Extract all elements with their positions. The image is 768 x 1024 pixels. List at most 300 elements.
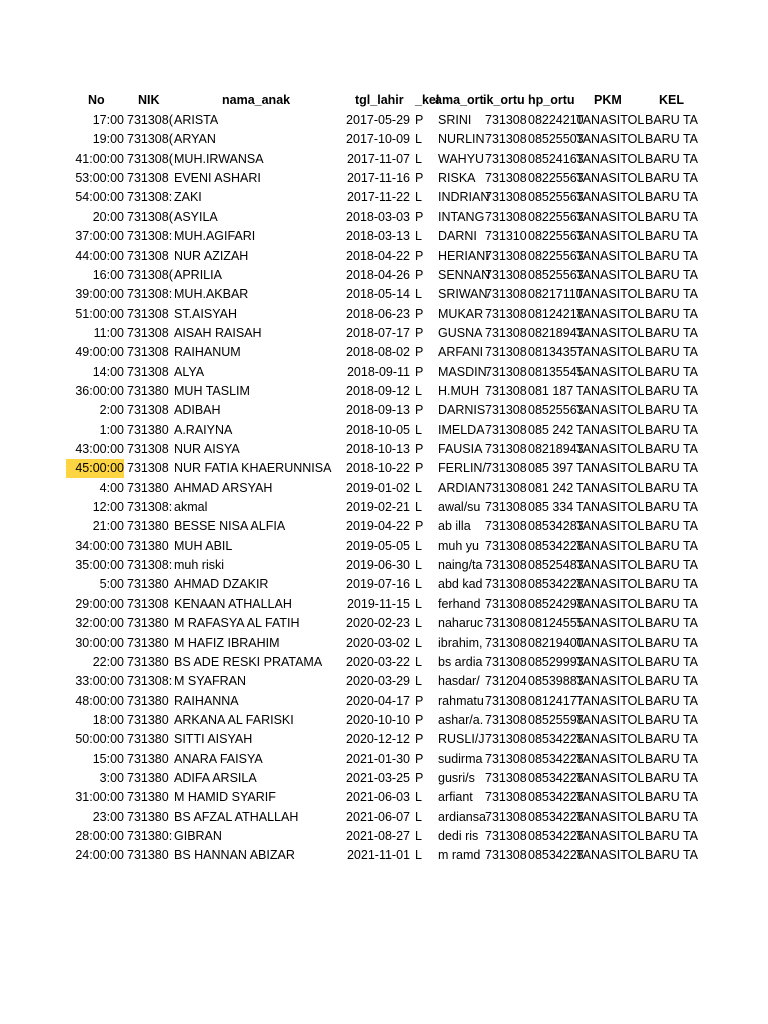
cell-kel[interactable]: BARU TA — [645, 712, 699, 727]
cell-jenis-kelamin[interactable]: P — [415, 519, 424, 534]
cell-pkm[interactable]: TANASITOL — [576, 171, 645, 186]
cell-no[interactable]: 31:00:00 — [75, 790, 124, 805]
cell-pkm[interactable]: TANASITOL — [576, 693, 645, 708]
cell-kel[interactable]: BARU TA — [645, 151, 699, 166]
cell-pkm[interactable]: TANASITOL — [576, 151, 645, 166]
cell-no[interactable]: 4:00 — [99, 480, 124, 495]
cell-no[interactable]: 14:00 — [92, 364, 124, 379]
cell-nama-anak[interactable]: M RAFASYA AL FATIH — [174, 616, 300, 631]
cell-no[interactable]: 34:00:00 — [75, 538, 124, 553]
cell-jenis-kelamin[interactable]: L — [415, 829, 422, 843]
cell-no[interactable]: 29:00:00 — [75, 596, 124, 611]
cell-nama-ortu[interactable]: awal/su — [438, 500, 481, 514]
cell-tgl-lahir[interactable]: 2021-08-27 — [346, 829, 410, 843]
cell-nik[interactable]: 731308 — [127, 403, 169, 418]
cell-pkm[interactable]: TANASITOL — [576, 616, 645, 631]
cell-hp-ortu[interactable]: 08534228 — [528, 790, 584, 805]
cell-nik-ortu[interactable]: 731308 — [485, 287, 527, 302]
cell-nama-ortu[interactable]: ardiansa — [438, 809, 486, 824]
cell-nik[interactable]: 731308 — [127, 442, 169, 456]
cell-nama-anak[interactable]: NUR AZIZAH — [174, 248, 249, 263]
cell-nik[interactable]: 731308: — [127, 229, 173, 244]
cell-hp-ortu[interactable]: 081 187 — [528, 383, 574, 398]
cell-nama-anak[interactable]: ALYA — [174, 364, 205, 379]
cell-nama-ortu[interactable]: H.MUH — [438, 383, 479, 398]
cell-pkm[interactable]: TANASITOL — [576, 229, 645, 244]
cell-jenis-kelamin[interactable]: L — [415, 596, 422, 611]
cell-kel[interactable]: BARU TA — [645, 577, 699, 592]
cell-jenis-kelamin[interactable]: P — [415, 325, 424, 340]
cell-tgl-lahir[interactable]: 2019-07-16 — [346, 577, 410, 592]
cell-nik[interactable]: 731308: — [127, 190, 173, 205]
cell-no[interactable]: 16:00 — [92, 267, 124, 282]
cell-nama-anak[interactable]: M HAMID SYARIF — [174, 790, 276, 805]
cell-hp-ortu[interactable]: 08225563 — [528, 229, 584, 244]
cell-nama-ortu[interactable]: RUSLI/J — [438, 732, 485, 747]
cell-no[interactable]: 11:00 — [93, 325, 124, 340]
cell-nama-anak[interactable]: RAIHANNA — [174, 693, 239, 708]
cell-nik[interactable]: 731380 — [127, 712, 169, 727]
cell-nik[interactable]: 731380 — [127, 538, 169, 553]
cell-jenis-kelamin[interactable]: P — [415, 267, 424, 282]
cell-nama-ortu[interactable]: RISKA — [438, 171, 476, 186]
cell-hp-ortu[interactable]: 08534228 — [528, 751, 584, 766]
cell-nik[interactable]: 731308( — [127, 151, 173, 166]
cell-no[interactable]: 22:00 — [92, 654, 124, 669]
cell-nama-anak[interactable]: ADIBAH — [174, 403, 221, 418]
cell-kel[interactable]: BARU TA — [645, 732, 699, 747]
cell-nik[interactable]: 731380 — [127, 519, 169, 534]
cell-pkm[interactable]: TANASITOL — [576, 558, 645, 572]
cell-no[interactable]: 17:00 — [92, 113, 124, 127]
header-nik-ortu[interactable]: ik_ortu — [483, 93, 525, 107]
cell-nik-ortu[interactable]: 731308 — [485, 596, 527, 611]
cell-nama-ortu[interactable]: INTANG — [438, 209, 485, 224]
cell-jenis-kelamin[interactable]: L — [415, 577, 422, 592]
cell-nik[interactable]: 731308 — [127, 248, 169, 263]
cell-tgl-lahir[interactable]: 2017-05-29 — [346, 113, 410, 127]
cell-nik-ortu[interactable]: 731308 — [485, 848, 527, 863]
cell-jenis-kelamin[interactable]: L — [415, 538, 422, 553]
cell-nama-anak[interactable]: ADIFA ARSILA — [174, 770, 257, 785]
cell-tgl-lahir[interactable]: 2021-06-03 — [346, 790, 410, 805]
cell-nama-anak[interactable]: MUH TASLIM — [174, 383, 250, 398]
cell-no[interactable]: 2:00 — [99, 403, 124, 418]
cell-nama-anak[interactable]: ARYAN — [174, 132, 216, 147]
cell-tgl-lahir[interactable]: 2021-01-30 — [346, 751, 410, 766]
cell-pkm[interactable]: TANASITOL — [576, 132, 645, 147]
cell-nama-ortu[interactable]: WAHYU — [438, 151, 485, 166]
cell-nama-ortu[interactable]: ibrahim, — [438, 635, 483, 650]
cell-nik[interactable]: 731380 — [127, 654, 169, 669]
cell-nik-ortu[interactable]: 731308 — [485, 790, 527, 805]
cell-nik[interactable]: 731308 — [127, 325, 169, 340]
cell-tgl-lahir[interactable]: 2018-03-03 — [346, 209, 410, 224]
cell-hp-ortu[interactable]: 08225563 — [528, 248, 584, 263]
cell-nama-anak[interactable]: muh riski — [174, 558, 225, 572]
cell-no[interactable]: 35:00:00 — [75, 558, 124, 572]
cell-nama-ortu[interactable]: INDRIAN — [438, 190, 490, 205]
cell-hp-ortu[interactable]: 08124555 — [528, 616, 584, 631]
cell-nik[interactable]: 731308( — [127, 113, 173, 127]
cell-kel[interactable]: BARU TA — [645, 616, 699, 631]
cell-kel[interactable]: BARU TA — [645, 325, 699, 340]
cell-pkm[interactable]: TANASITOL — [576, 538, 645, 553]
cell-nik-ortu[interactable]: 731204 — [485, 674, 527, 689]
cell-tgl-lahir[interactable]: 2021-03-25 — [346, 770, 410, 785]
cell-pkm[interactable]: TANASITOL — [576, 790, 645, 805]
cell-nama-anak[interactable]: MUH.IRWANSA — [174, 151, 264, 166]
cell-nik-ortu[interactable]: 731308 — [485, 809, 527, 824]
cell-nama-ortu[interactable]: abd kad — [438, 577, 483, 592]
cell-nama-anak[interactable]: A.RAIYNA — [174, 422, 233, 437]
cell-no[interactable]: 32:00:00 — [75, 616, 124, 631]
cell-nama-ortu[interactable]: HERIANI — [438, 248, 489, 263]
cell-nik-ortu[interactable]: 731308 — [485, 712, 527, 727]
cell-pkm[interactable]: TANASITOL — [576, 829, 645, 843]
cell-jenis-kelamin[interactable]: L — [415, 151, 422, 166]
cell-nik[interactable]: 731308 — [127, 364, 169, 379]
cell-tgl-lahir[interactable]: 2020-03-02 — [346, 635, 410, 650]
cell-tgl-lahir[interactable]: 2019-02-21 — [346, 500, 410, 514]
cell-nama-anak[interactable]: MUH ABIL — [174, 538, 233, 553]
cell-hp-ortu[interactable]: 08217110 — [528, 287, 583, 302]
cell-tgl-lahir[interactable]: 2019-05-05 — [346, 538, 410, 553]
cell-tgl-lahir[interactable]: 2020-02-23 — [346, 616, 410, 631]
cell-nama-anak[interactable]: M HAFIZ IBRAHIM — [174, 635, 280, 650]
cell-nama-anak[interactable]: ANARA FAISYA — [174, 751, 263, 766]
cell-kel[interactable]: BARU TA — [645, 770, 699, 785]
cell-pkm[interactable]: TANASITOL — [576, 345, 645, 360]
cell-hp-ortu[interactable]: 08534228 — [528, 809, 584, 824]
cell-jenis-kelamin[interactable]: L — [415, 558, 422, 572]
cell-pkm[interactable]: TANASITOL — [576, 267, 645, 282]
cell-nik-ortu[interactable]: 731308 — [485, 267, 527, 282]
cell-tgl-lahir[interactable]: 2018-08-02 — [346, 345, 410, 360]
cell-pkm[interactable]: TANASITOL — [576, 364, 645, 379]
cell-tgl-lahir[interactable]: 2018-09-12 — [346, 383, 410, 398]
cell-nik[interactable]: 731380 — [127, 751, 169, 766]
cell-jenis-kelamin[interactable]: L — [415, 635, 422, 650]
cell-pkm[interactable]: TANASITOL — [576, 519, 645, 534]
cell-nama-ortu[interactable]: ARDIAN — [438, 480, 486, 495]
cell-nik[interactable]: 731308: — [127, 500, 173, 514]
cell-hp-ortu[interactable]: 08219400 — [528, 635, 584, 650]
cell-nama-ortu[interactable]: SENNAN — [438, 267, 491, 282]
cell-tgl-lahir[interactable]: 2019-06-30 — [346, 558, 410, 572]
cell-kel[interactable]: BARU TA — [645, 674, 699, 689]
cell-kel[interactable]: BARU TA — [645, 654, 699, 669]
cell-tgl-lahir[interactable]: 2018-04-26 — [346, 267, 410, 282]
cell-jenis-kelamin[interactable]: L — [415, 809, 422, 824]
cell-nama-anak[interactable]: MUH.AGIFARI — [174, 229, 256, 244]
cell-nama-ortu[interactable]: naharuc — [438, 616, 484, 631]
cell-nik[interactable]: 731380 — [127, 480, 169, 495]
cell-pkm[interactable]: TANASITOL — [576, 248, 645, 263]
cell-nik-ortu[interactable]: 731308 — [485, 538, 527, 553]
cell-nama-ortu[interactable]: MUKAR — [438, 306, 484, 321]
cell-jenis-kelamin[interactable]: P — [415, 345, 424, 360]
cell-nama-anak[interactable]: EVENI ASHARI — [174, 171, 261, 186]
cell-no[interactable]: 19:00 — [92, 132, 124, 147]
cell-jenis-kelamin[interactable]: P — [415, 770, 424, 785]
cell-hp-ortu[interactable]: 08525563 — [528, 403, 584, 418]
cell-hp-ortu[interactable]: 08525483 — [528, 558, 584, 572]
cell-hp-ortu[interactable]: 08525563 — [528, 190, 584, 205]
cell-hp-ortu[interactable]: 08534228 — [528, 577, 584, 592]
cell-nik-ortu[interactable]: 731308 — [485, 325, 527, 340]
cell-nama-anak[interactable]: NUR FATIA KHAERUNNISA — [174, 461, 332, 476]
cell-nama-ortu[interactable]: SRINI — [438, 113, 472, 127]
cell-kel[interactable]: BARU TA — [645, 132, 699, 147]
cell-tgl-lahir[interactable]: 2018-03-13 — [346, 229, 410, 244]
cell-nik-ortu[interactable]: 731308 — [485, 635, 527, 650]
cell-pkm[interactable]: TANASITOL — [576, 306, 645, 321]
cell-nik-ortu[interactable]: 731308 — [485, 558, 527, 572]
cell-nama-ortu[interactable]: ARFANI — [438, 345, 484, 360]
header-kel[interactable]: KEL — [659, 93, 684, 107]
cell-pkm[interactable]: TANASITOL — [576, 577, 645, 592]
cell-nik[interactable]: 731308 — [127, 596, 169, 611]
header-nik[interactable]: NIK — [138, 93, 160, 107]
cell-nama-anak[interactable]: APRILIA — [174, 267, 222, 282]
cell-pkm[interactable]: TANASITOL — [576, 654, 645, 669]
cell-hp-ortu[interactable]: 08134357 — [528, 345, 584, 360]
cell-nama-ortu[interactable]: IMELDA — [438, 422, 485, 437]
cell-nama-ortu[interactable]: ashar/a. — [438, 712, 484, 727]
cell-nik[interactable]: 731308 — [127, 461, 169, 476]
cell-nik[interactable]: 731308 — [127, 171, 169, 186]
cell-hp-ortu[interactable]: 085 334 — [528, 500, 574, 514]
cell-kel[interactable]: BARU TA — [645, 248, 699, 263]
cell-jenis-kelamin[interactable]: L — [415, 132, 422, 147]
cell-nama-anak[interactable]: AHMAD ARSYAH — [174, 480, 273, 495]
cell-nik-ortu[interactable]: 731308 — [485, 461, 527, 476]
cell-kel[interactable]: BARU TA — [645, 809, 699, 824]
header-pkm[interactable]: PKM — [594, 93, 622, 107]
cell-pkm[interactable]: TANASITOL — [576, 809, 645, 824]
cell-nik-ortu[interactable]: 731308 — [485, 751, 527, 766]
cell-nik-ortu[interactable]: 731308 — [485, 345, 527, 360]
cell-nama-anak[interactable]: ZAKI — [174, 190, 202, 205]
cell-tgl-lahir[interactable]: 2018-09-13 — [346, 403, 410, 418]
cell-no[interactable]: 41:00:00 — [75, 151, 124, 166]
cell-kel[interactable]: BARU TA — [645, 693, 699, 708]
cell-nama-anak[interactable]: BS HANNAN ABIZAR — [174, 848, 295, 863]
cell-jenis-kelamin[interactable]: L — [415, 480, 422, 495]
cell-jenis-kelamin[interactable]: L — [415, 190, 422, 205]
cell-pkm[interactable]: TANASITOL — [576, 325, 645, 340]
cell-nama-ortu[interactable]: NURLIN — [438, 132, 485, 147]
cell-kel[interactable]: BARU TA — [645, 848, 699, 863]
cell-nik[interactable]: 731380 — [127, 790, 169, 805]
cell-hp-ortu[interactable]: 08225563 — [528, 209, 584, 224]
cell-nik-ortu[interactable]: 731308 — [485, 442, 527, 456]
cell-no[interactable]: 15:00 — [92, 751, 124, 766]
cell-nama-anak[interactable]: GIBRAN — [174, 829, 222, 843]
cell-kel[interactable]: BARU TA — [645, 209, 699, 224]
cell-nama-anak[interactable]: akmal — [174, 500, 208, 514]
cell-nama-ortu[interactable]: FAUSIA — [438, 442, 483, 456]
cell-nama-ortu[interactable]: sudirma — [438, 751, 483, 766]
cell-pkm[interactable]: TANASITOL — [576, 383, 645, 398]
cell-kel[interactable]: BARU TA — [645, 422, 699, 437]
cell-nama-ortu[interactable]: m ramd — [438, 848, 481, 863]
cell-no[interactable]: 37:00:00 — [75, 229, 124, 244]
cell-kel[interactable]: BARU TA — [645, 480, 699, 495]
header-hp-ortu[interactable]: hp_ortu — [528, 93, 575, 107]
cell-kel[interactable]: BARU TA — [645, 596, 699, 611]
cell-nik[interactable]: 731308 — [127, 306, 169, 321]
cell-hp-ortu[interactable]: 08534228 — [528, 848, 584, 863]
cell-jenis-kelamin[interactable]: P — [415, 403, 424, 418]
cell-pkm[interactable]: TANASITOL — [576, 732, 645, 747]
cell-kel[interactable]: BARU TA — [645, 306, 699, 321]
cell-pkm[interactable]: TANASITOL — [576, 770, 645, 785]
cell-nik-ortu[interactable]: 731308 — [485, 422, 527, 437]
cell-nik-ortu[interactable]: 731308 — [485, 577, 527, 592]
cell-jenis-kelamin[interactable]: P — [415, 732, 424, 747]
cell-no[interactable]: 18:00 — [92, 712, 124, 727]
cell-no[interactable]: 49:00:00 — [75, 345, 124, 360]
cell-hp-ortu[interactable]: 08525503 — [528, 132, 584, 147]
cell-tgl-lahir[interactable]: 2018-10-13 — [346, 442, 410, 456]
cell-hp-ortu[interactable]: 08534228 — [528, 538, 584, 553]
cell-nama-ortu[interactable]: MASDIN — [438, 364, 487, 379]
cell-jenis-kelamin[interactable]: P — [415, 364, 424, 379]
header-tgl-lahir[interactable]: tgl_lahir — [355, 93, 404, 107]
cell-nama-ortu[interactable]: DARNIS — [438, 403, 486, 418]
cell-pkm[interactable]: TANASITOL — [576, 403, 645, 418]
cell-no[interactable]: 24:00:00 — [75, 848, 124, 863]
cell-nama-ortu[interactable]: ferhand — [438, 596, 481, 611]
cell-jenis-kelamin[interactable]: L — [415, 674, 422, 689]
cell-jenis-kelamin[interactable]: P — [415, 113, 424, 127]
cell-no[interactable]: 33:00:00 — [75, 674, 124, 689]
cell-jenis-kelamin[interactable]: L — [415, 616, 422, 631]
cell-nik-ortu[interactable]: 731308 — [485, 364, 527, 379]
cell-hp-ortu[interactable]: 08224210 — [528, 113, 584, 127]
cell-nama-anak[interactable]: SITTI AISYAH — [174, 732, 253, 747]
cell-hp-ortu[interactable]: 08218943 — [528, 442, 584, 456]
cell-no[interactable]: 54:00:00 — [75, 190, 124, 205]
cell-kel[interactable]: BARU TA — [645, 751, 699, 766]
cell-nik-ortu[interactable]: 731308 — [485, 654, 527, 669]
cell-tgl-lahir[interactable]: 2018-07-17 — [346, 325, 410, 340]
cell-nama-anak[interactable]: NUR AISYA — [174, 442, 240, 456]
cell-tgl-lahir[interactable]: 2018-10-22 — [346, 461, 410, 476]
cell-nik[interactable]: 731380: — [127, 829, 173, 843]
cell-nik-ortu[interactable]: 731308 — [485, 171, 527, 186]
cell-nik[interactable]: 731308: — [127, 674, 173, 689]
cell-no[interactable]: 50:00:00 — [75, 732, 124, 747]
cell-jenis-kelamin[interactable]: P — [415, 751, 424, 766]
cell-pkm[interactable]: TANASITOL — [576, 674, 645, 689]
cell-nik-ortu[interactable]: 731308 — [485, 732, 527, 747]
cell-nama-anak[interactable]: ASYILA — [174, 209, 218, 224]
cell-no[interactable]: 53:00:00 — [75, 171, 124, 186]
cell-tgl-lahir[interactable]: 2019-11-15 — [346, 596, 410, 611]
cell-kel[interactable]: BARU TA — [645, 190, 699, 205]
cell-nik-ortu[interactable]: 731308 — [485, 132, 527, 147]
cell-kel[interactable]: BARU TA — [645, 267, 699, 282]
cell-kel[interactable]: BARU TA — [645, 171, 699, 186]
cell-tgl-lahir[interactable]: 2017-11-16 — [346, 171, 410, 186]
header-no[interactable]: No — [88, 93, 105, 107]
cell-hp-ortu[interactable]: 085 397 — [528, 461, 574, 476]
cell-kel[interactable]: BARU TA — [645, 558, 699, 572]
cell-nama-ortu[interactable]: arfiant — [438, 790, 473, 805]
cell-tgl-lahir[interactable]: 2018-09-11 — [346, 364, 410, 379]
cell-jenis-kelamin[interactable]: P — [415, 209, 424, 224]
cell-kel[interactable]: BARU TA — [645, 829, 699, 843]
cell-kel[interactable]: BARU TA — [645, 287, 699, 302]
cell-hp-ortu[interactable]: 08529993 — [528, 654, 584, 669]
cell-tgl-lahir[interactable]: 2021-11-01 — [346, 848, 410, 863]
cell-kel[interactable]: BARU TA — [645, 364, 699, 379]
cell-kel[interactable]: BARU TA — [645, 383, 699, 398]
cell-nama-anak[interactable]: ST.AISYAH — [174, 306, 237, 321]
cell-hp-ortu[interactable]: 08135545 — [528, 364, 584, 379]
cell-nik[interactable]: 731308: — [127, 287, 173, 302]
cell-nama-ortu[interactable]: ab illa — [438, 519, 471, 534]
cell-hp-ortu[interactable]: 08524163 — [528, 151, 584, 166]
cell-nama-anak[interactable]: BS AFZAL ATHALLAH — [174, 809, 299, 824]
cell-tgl-lahir[interactable]: 2018-10-05 — [346, 422, 410, 437]
cell-nik-ortu[interactable]: 731308 — [485, 693, 527, 708]
cell-nik[interactable]: 731380 — [127, 383, 169, 398]
cell-pkm[interactable]: TANASITOL — [576, 190, 645, 205]
cell-nama-ortu[interactable]: gusri/s — [438, 770, 475, 785]
cell-no[interactable]: 3:00 — [99, 770, 124, 785]
cell-hp-ortu[interactable]: 08534228 — [528, 732, 584, 747]
cell-kel[interactable]: BARU TA — [645, 790, 699, 805]
cell-hp-ortu[interactable]: 08218943 — [528, 325, 584, 340]
cell-no[interactable]: 48:00:00 — [75, 693, 124, 708]
cell-nama-ortu[interactable]: hasdar/ — [438, 674, 480, 689]
cell-hp-ortu[interactable]: 08525563 — [528, 267, 584, 282]
cell-jenis-kelamin[interactable]: P — [415, 306, 424, 321]
cell-tgl-lahir[interactable]: 2018-05-14 — [346, 287, 410, 302]
cell-nama-anak[interactable]: ARKANA AL FARISKI — [174, 712, 294, 727]
header-nama-ortu[interactable]: ama_ort — [435, 93, 484, 107]
cell-jenis-kelamin[interactable]: P — [415, 712, 424, 727]
cell-nama-ortu[interactable]: DARNI — [438, 229, 477, 244]
cell-nama-anak[interactable]: AHMAD DZAKIR — [174, 577, 269, 592]
cell-jenis-kelamin[interactable]: P — [415, 248, 424, 263]
cell-nik[interactable]: 731380 — [127, 809, 169, 824]
cell-pkm[interactable]: TANASITOL — [576, 635, 645, 650]
cell-no[interactable]: 12:00 — [92, 500, 124, 514]
cell-nik-ortu[interactable]: 731308 — [485, 209, 527, 224]
cell-kel[interactable]: BARU TA — [645, 113, 699, 127]
cell-nama-ortu[interactable]: SRIWAN — [438, 287, 488, 302]
cell-hp-ortu[interactable]: 08124218 — [528, 306, 584, 321]
cell-tgl-lahir[interactable]: 2020-03-22 — [346, 654, 410, 669]
cell-nik[interactable]: 731308( — [127, 209, 173, 224]
cell-pkm[interactable]: TANASITOL — [576, 596, 645, 611]
cell-hp-ortu[interactable]: 08539883 — [528, 674, 584, 689]
cell-nik[interactable]: 731380 — [127, 422, 169, 437]
cell-nik[interactable]: 731380 — [127, 848, 169, 863]
cell-pkm[interactable]: TANASITOL — [576, 461, 645, 476]
cell-no[interactable]: 44:00:00 — [75, 248, 124, 263]
cell-nama-ortu[interactable]: muh yu — [438, 538, 479, 553]
cell-jenis-kelamin[interactable]: P — [415, 442, 424, 456]
cell-nama-anak[interactable]: ARISTA — [174, 113, 219, 127]
cell-nama-ortu[interactable]: rahmatu — [438, 693, 484, 708]
cell-nik[interactable]: 731380 — [127, 732, 169, 747]
